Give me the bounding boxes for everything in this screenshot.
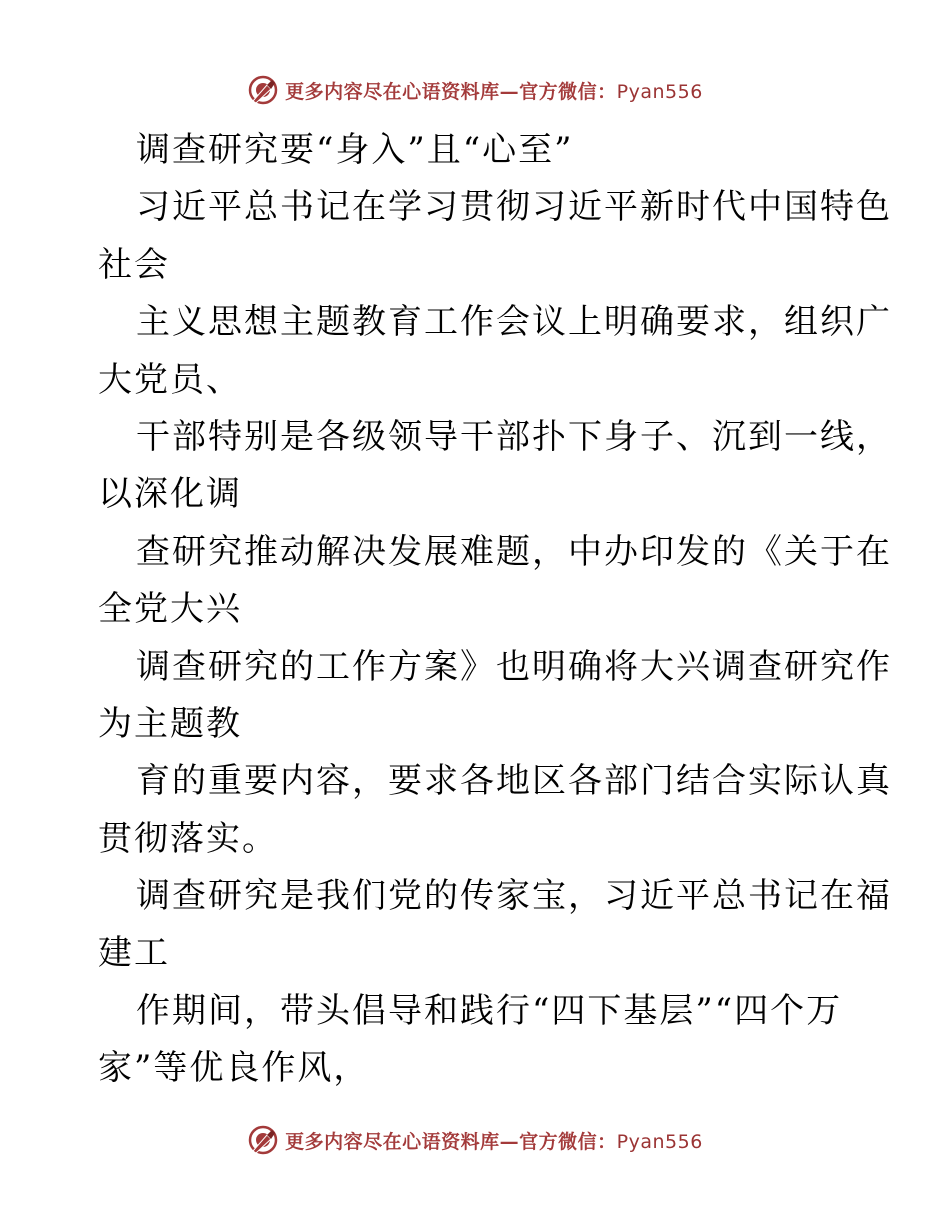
- text-line: 社会: [98, 244, 170, 285]
- text-line: 育的重要内容，要求各地区各部门结合实际认真: [136, 761, 892, 802]
- text-line: 为主题教: [98, 703, 242, 744]
- text-line: 家”等优良作风，: [98, 1048, 370, 1089]
- text-line: 建工: [98, 933, 170, 974]
- wechat-id: Pyan556: [616, 80, 703, 103]
- header-banner: [0, 70, 950, 110]
- text-line: 干部特别是各级领导干部扑下身子、沉到一线，: [136, 416, 892, 457]
- text-line: 主义思想主题教育工作会议上明确要求，组织广: [136, 302, 892, 343]
- text-line: 全党大兴: [98, 589, 242, 630]
- text-line: 大党员、: [98, 359, 242, 400]
- text-line: 调查研究的工作方案》也明确将大兴调查研究作: [136, 646, 892, 687]
- banner-text: 更多内容尽在心语资料库—官方微信：Pyan556: [285, 80, 703, 103]
- text-line: 习近平总书记在学习贯彻习近平新时代中国特色: [136, 187, 892, 228]
- text-line: 以深化调: [98, 474, 242, 515]
- document-body: [98, 122, 892, 1098]
- text-line: 调查研究是我们党的传家宝，习近平总书记在福: [136, 876, 892, 917]
- banner-text: 更多内容尽在心语资料库—官方微信：Pyan556: [285, 1130, 703, 1153]
- text-line: 贯彻落实。: [98, 818, 278, 859]
- wechat-id: Pyan556: [616, 1130, 703, 1153]
- document-title: 调查研究要“身入”且“心至”: [136, 130, 574, 170]
- pen-nib-logo-icon: [247, 1124, 279, 1156]
- text-line: 作期间，带头倡导和践行“四下基层”“四个万: [136, 990, 843, 1031]
- text-line: 查研究推动解决发展难题，中办印发的《关于在: [136, 531, 892, 572]
- pen-nib-logo-icon: [247, 74, 279, 106]
- footer-banner: [0, 1120, 950, 1160]
